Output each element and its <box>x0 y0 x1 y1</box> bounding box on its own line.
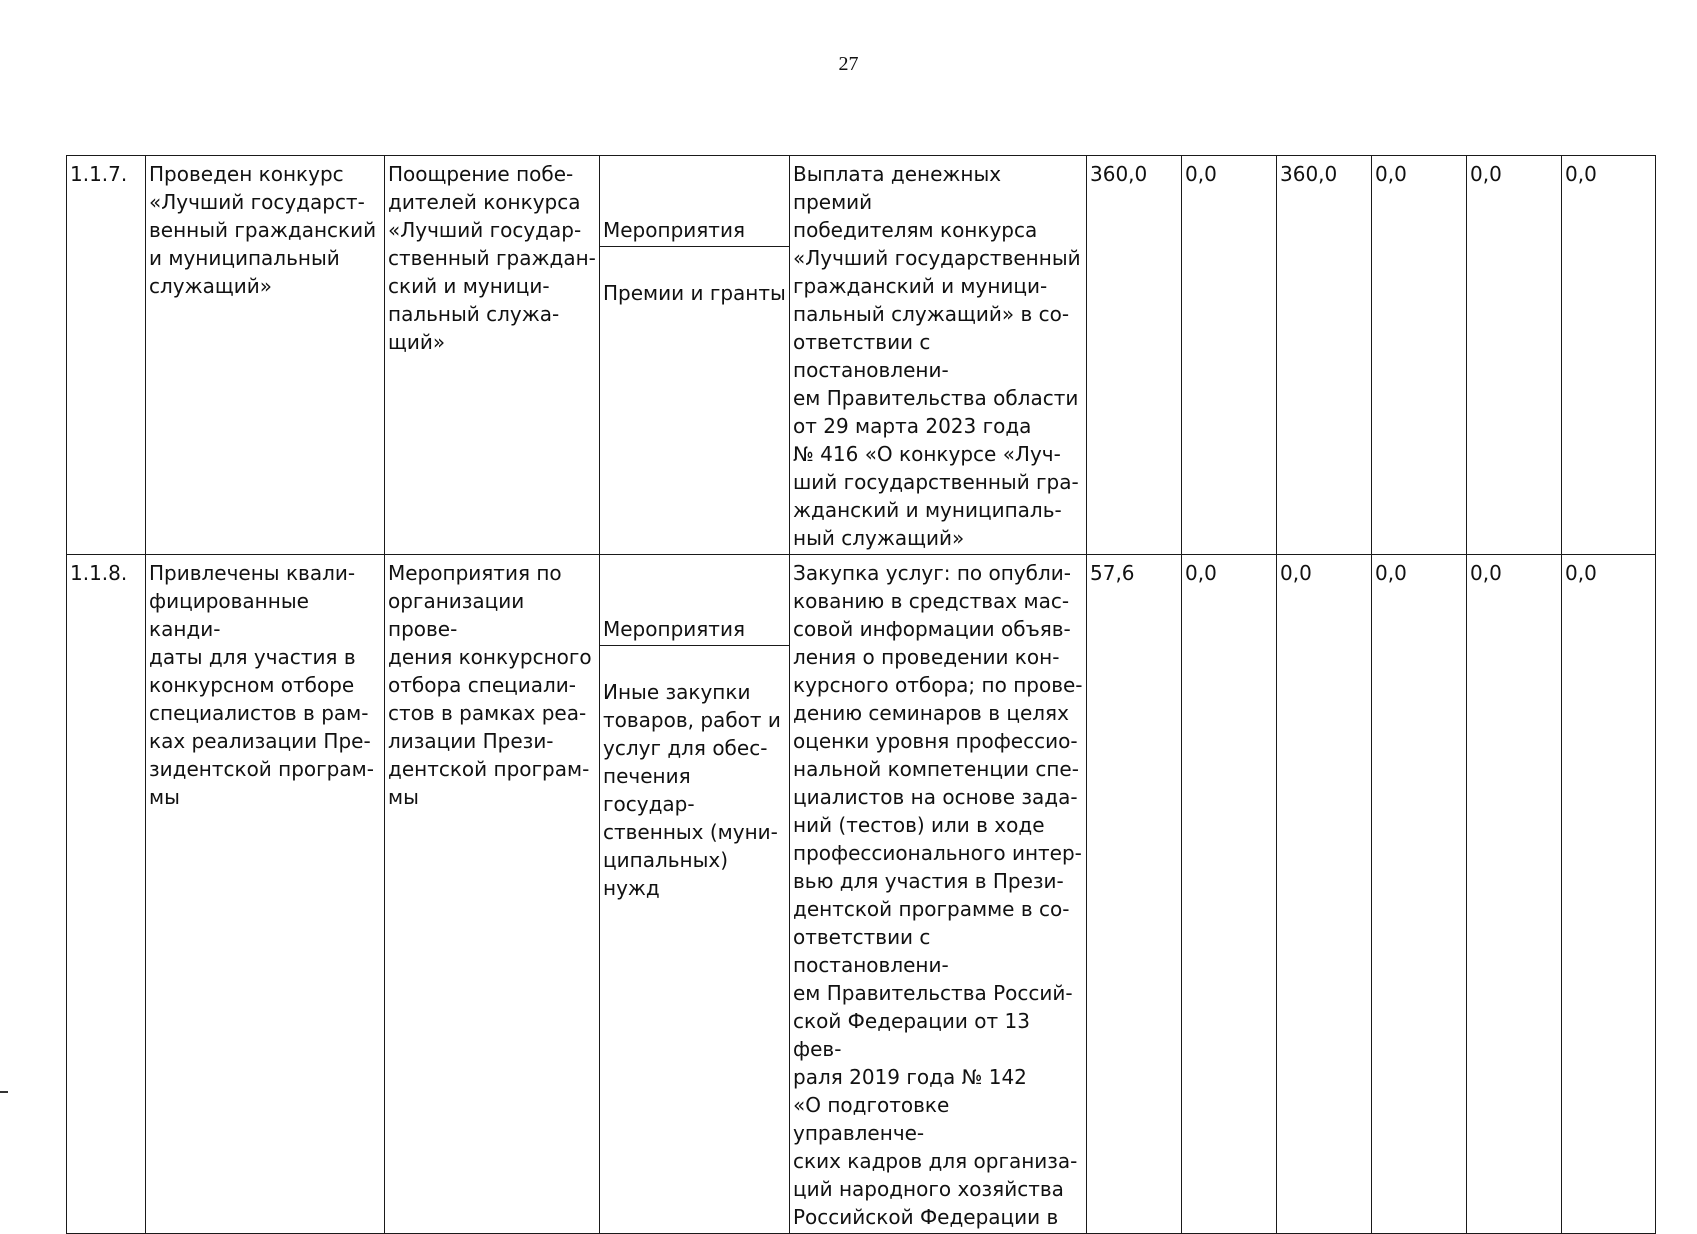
value-cell: 0,0 <box>1467 156 1562 555</box>
value-cell: 0,0 <box>1467 555 1562 1234</box>
value-cell: 0,0 <box>1562 156 1656 555</box>
expense-type-category: Мероприятия <box>600 216 789 247</box>
expense-type-cell <box>600 156 790 555</box>
result-cell: Привлечены квали- фицированные канди- даты для участия в конкурсном отборе специалистов в рам- ках реализации Пре- зидентской програм- мы <box>146 555 385 1234</box>
value-cell: 57,6 <box>1087 555 1182 1234</box>
table-row <box>67 156 1656 555</box>
expense-type-subcategory: Премии и гранты <box>603 281 786 305</box>
budget-table <box>66 155 1656 1234</box>
value-cell: 360,0 <box>1087 156 1182 555</box>
page-number: 27 <box>838 53 859 75</box>
value-cell: 0,0 <box>1182 156 1277 555</box>
row-number: 1.1.8. <box>67 555 146 1234</box>
table-row <box>67 555 1656 1234</box>
event-cell: Поощрение побе- дителей конкурса «Лучший государ- ственный граждан- ский и муници- пальный служа- щий» <box>385 156 600 555</box>
expense-type-category: Мероприятия <box>600 615 789 646</box>
value-cell: 0,0 <box>1277 555 1372 1234</box>
value-cell: 0,0 <box>1372 555 1467 1234</box>
value-cell: 0,0 <box>1182 555 1277 1234</box>
expense-type-cell <box>600 555 790 1234</box>
row-number: 1.1.7. <box>67 156 146 555</box>
value-cell: 0,0 <box>1372 156 1467 555</box>
event-cell: Мероприятия по организации прове- дения конкурсного отбора специали- стов в рамках реа- лизации Прези- дентской програм- мы <box>385 555 600 1234</box>
description-cell: Выплата денежных премий победителям конкурса «Лучший государственный гражданский и муници- пальный служащий» в со- ответствии с постановлени- ем Правительства области от 29 марта 2023 года № 416 «О конкурсе «Луч- ший государственный гра- жданский и муниципаль- ный служащий» <box>790 156 1087 555</box>
value-cell: 0,0 <box>1562 555 1656 1234</box>
value-cell: 360,0 <box>1277 156 1372 555</box>
expense-type-subcategory: Иные закупки товаров, работ и услуг для обес- печения государ- ственных (муни- ципальных) нужд <box>603 680 781 900</box>
result-cell: Проведен конкурс «Лучший государст- венный гражданский и муниципальный служащий» <box>146 156 385 555</box>
scan-edge-mark <box>0 1091 8 1093</box>
description-cell: Закупка услуг: по опубли- кованию в средствах мас- совой информации объяв- ления о проведении кон- курсного отбора; по прове- дению семинаров в целях оценки уровня профессио- нальной компетенции спе- циалистов на основе зада- ний (тестов) или в ходе профессионального интер- вью для участия в Прези- дентской программе в со- ответствии с постановлени- ем Правительства Россий- ской Федерации от 13 фев- раля 2019 года № 142 «О подготовке управленче- ских кадров для организа- ций народного хозяйства Российской Федерации в <box>790 555 1087 1234</box>
